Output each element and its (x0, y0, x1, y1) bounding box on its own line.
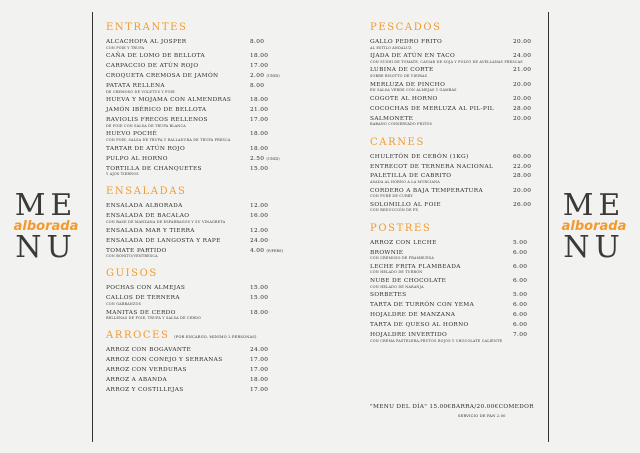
divider-left (92, 12, 93, 442)
item-price-wrap (513, 188, 531, 195)
item-name: TOMATE PARTIDO (106, 247, 167, 254)
menu-item (106, 131, 294, 142)
menu-item (370, 332, 530, 343)
logo-me: ME (562, 187, 626, 223)
item-name: HUEVA Y MOJAMA CON ALMENDRAS (106, 97, 232, 104)
item-name: CORDERO A BAJA TEMPERATURA (370, 187, 484, 194)
item-description: CON GARBANZOS (106, 301, 142, 306)
section-title-text: CARNES (370, 136, 425, 148)
item-price: 26.00 (513, 201, 532, 208)
item-description: Y AJOS TIERNOS (106, 172, 139, 177)
item-description: CON PURÉ DE CURRY (370, 194, 413, 199)
item-description: CON HELADO DE TURRÓN (370, 270, 423, 275)
item-price-wrap (513, 278, 527, 285)
menu-item (106, 97, 294, 104)
item-price: 22.00 (513, 163, 532, 170)
menu-column-right (370, 22, 530, 353)
item-name: HOJALDRE INVERTIDO (370, 332, 448, 339)
item-name: BROWNIE (370, 249, 404, 256)
item-price: 6.00 (513, 322, 528, 329)
item-name: TARTA DE QUESO AL HORNO (370, 322, 469, 329)
item-name: ENSALADA DE LANGOSTA Y RAPE (106, 237, 221, 244)
menu-item (370, 264, 530, 275)
menu-item (106, 73, 294, 80)
item-name: NUBE DE CHOCOLATE (370, 278, 447, 285)
item-name: SALMONETE (370, 115, 414, 122)
item-price-wrap (513, 96, 531, 103)
item-price-wrap (250, 213, 268, 220)
item-price-wrap (513, 332, 527, 339)
price-note: (UNID) (266, 156, 280, 161)
item-price: 24.00 (513, 53, 532, 60)
item-price-wrap (513, 173, 531, 180)
item-name: MERLUZA DE PINCHO (370, 81, 446, 88)
item-name: LUBINA DE CORTE (370, 67, 434, 74)
item-price-wrap (250, 310, 268, 317)
menu-item (106, 203, 294, 210)
item-price-wrap (513, 292, 527, 299)
item-price-wrap (250, 203, 268, 210)
menu-item (106, 117, 294, 128)
item-price: 24.00 (250, 237, 269, 244)
section-title (106, 186, 294, 197)
item-name: PULPO AL HORNO (106, 155, 168, 162)
logo-me: ME (14, 187, 78, 223)
item-price: 60.00 (513, 153, 532, 160)
section-title-text: GUISOS (106, 268, 158, 280)
item-price: 2.00 (250, 73, 265, 80)
item-price: 6.00 (513, 302, 528, 309)
item-price-wrap (250, 117, 268, 124)
item-price: 17.00 (250, 357, 269, 364)
item-price-wrap (513, 312, 527, 319)
item-name: ARROZ CON LECHE (370, 239, 437, 246)
item-name: ARROZ CON CONEJO Y SERRANAS (106, 357, 223, 364)
item-name: IJADA DE ATÚN EN TACO (370, 53, 456, 60)
item-price: 20.00 (513, 187, 532, 194)
item-name: ARROZ CON BOGAVANTE (106, 347, 192, 354)
item-price: 8.00 (250, 39, 265, 45)
menu-item (106, 166, 294, 177)
item-name: CHULETÓN DE CEBÓN (1KG) (370, 153, 469, 160)
item-price: 6.00 (513, 263, 528, 270)
item-price-wrap (513, 154, 531, 161)
menu-item (106, 238, 294, 245)
item-price: 21.00 (513, 67, 532, 74)
item-price: 17.00 (250, 367, 269, 374)
item-name: COGOTE AL HORNO (370, 95, 438, 102)
item-description: AL ESTILO ANDALUZ (370, 45, 412, 50)
item-price-wrap (513, 322, 527, 329)
item-name: RAVIOLIS FRECOS RELLENOS (106, 117, 208, 124)
menu-item (106, 63, 294, 70)
item-name: ENTRECOT DE TERNERA NACIONAL (370, 163, 494, 170)
menu-item (106, 248, 294, 259)
menu-item (370, 106, 530, 113)
item-price: 5.00 (513, 292, 528, 299)
item-description: DE CREMOSO DE VOLETUS Y FOIE (106, 89, 175, 94)
item-price: 17.00 (250, 117, 269, 124)
item-price: 16.00 (250, 213, 269, 220)
item-price: 2.50 (250, 155, 265, 162)
menu-item (370, 173, 530, 184)
item-price: 18.00 (250, 377, 269, 384)
item-price-wrap (513, 106, 531, 113)
item-name: LECHE FRITA FLAMBEADA (370, 263, 461, 270)
item-description: CON SUSHI DE TOMATE, CAVIAR DE SOJA Y POLVO DE AVELLANAS FRESCAS (370, 59, 523, 64)
item-description: ASADA AL HORNO A LA MURCIANA (370, 180, 440, 185)
item-price-wrap (513, 53, 531, 60)
logo-brand: alborada (561, 218, 627, 234)
menu-item (370, 292, 530, 299)
item-price: 5.00 (513, 239, 528, 246)
item-price: 15.00 (250, 285, 269, 292)
item-price-wrap (513, 164, 531, 171)
item-name: SORBETES (370, 292, 407, 299)
menu-item (370, 322, 530, 329)
menu-item (370, 82, 530, 93)
item-name: HOJALDRE DE MANZANA (370, 312, 456, 319)
item-price-wrap (513, 39, 531, 46)
item-price-wrap (513, 202, 531, 209)
item-name: CARPACCIO DE ATÚN ROJO (106, 63, 199, 70)
item-price: 4.00 (250, 247, 265, 254)
menu-item (106, 295, 294, 306)
item-name: ENSALADA DE BACALAO (106, 213, 190, 220)
logo-right (548, 0, 640, 453)
item-name: ALCACHOFA AL JOSPER (106, 39, 187, 45)
item-price-wrap (513, 82, 531, 89)
item-description: CON REDUCCIÓN DE PX (370, 208, 419, 213)
item-price-wrap (250, 367, 268, 374)
section-title (370, 22, 530, 33)
item-description: RELLENAS DE FOIE, TRUFA Y SALSA DE CERDO (106, 316, 202, 321)
menu-item (106, 310, 294, 321)
menu-item (106, 387, 294, 394)
item-price: 12.00 (250, 203, 269, 210)
item-description: DE FOIE CON SALSA DE TRUFA BLANCA (106, 123, 186, 128)
item-name: CAÑA DE LOMO DE BELLOTA (106, 53, 206, 60)
item-description: CON BASE DE MANZANA DE ESPÁRRAGOS Y SU VINAGRETA (106, 220, 226, 225)
item-name: GALLO PEDRO FRITO (370, 39, 443, 45)
item-name: ENSALADA ALBORADA (106, 203, 183, 210)
item-price: 18.00 (250, 97, 269, 104)
item-name: ARROZ A ABANDA (106, 377, 168, 384)
item-price-wrap (250, 248, 283, 255)
item-price-wrap (250, 53, 268, 60)
item-price: 20.00 (513, 39, 532, 45)
item-price: 24.00 (250, 347, 269, 354)
menu-section (106, 22, 294, 176)
item-price: 12.00 (250, 227, 269, 234)
item-price: 18.00 (250, 53, 269, 60)
item-price: 6.00 (513, 312, 528, 319)
item-name: MANITAS DE CERDO (106, 309, 176, 316)
item-price: 18.00 (250, 145, 269, 152)
item-name: POCHAS CON ALMEJAS (106, 285, 186, 292)
item-price: 20.00 (513, 115, 532, 122)
menu-item (106, 285, 294, 292)
item-description: SOBRE RISOTTO DE VIEIRAS (370, 73, 428, 78)
menu-item (106, 53, 294, 60)
item-price: 21.00 (250, 107, 269, 114)
item-price-wrap (250, 97, 268, 104)
item-name: SOLOMILLO AL FOIE (370, 201, 441, 208)
item-price: 6.00 (513, 278, 528, 285)
item-price-wrap (250, 73, 280, 80)
bread-service-note: SERVICIO DE PAN 2.00 (458, 414, 506, 418)
menu-item (106, 213, 294, 224)
section-title (370, 223, 530, 234)
item-description: CON FOIE Y TRUFA (106, 45, 145, 50)
item-description: CON FOIE, SALSA DE TRUFA Y RALLADURA DE TRUFA FRESCA (106, 138, 231, 143)
menu-item (106, 347, 294, 354)
item-price: 20.00 (513, 95, 532, 102)
menu-item (370, 154, 530, 161)
menu-section (106, 186, 294, 258)
item-price-wrap (513, 67, 531, 74)
item-price-wrap (250, 295, 268, 302)
item-price: 18.00 (250, 309, 269, 316)
item-name: ARROZ Y COSTILLEJAS (106, 387, 184, 394)
menu-item (370, 96, 530, 103)
item-description: CON BONITO/VENTRESCA (106, 254, 158, 259)
item-price-wrap (513, 240, 527, 247)
menu-column-left (106, 22, 294, 404)
item-price-wrap (250, 107, 268, 114)
menu-item (370, 278, 530, 289)
section-title-text: ENTRANTES (106, 22, 188, 33)
item-price-wrap (250, 39, 264, 46)
item-name: CROQUETA CREMOSA DE JAMÓN (106, 73, 219, 80)
item-name: COCOCHAS DE MERLUZA AL PIL-PIL (370, 105, 495, 112)
item-price-wrap (250, 63, 268, 70)
item-name: JAMÓN IBÉRICO DE BELLOTA (106, 107, 207, 114)
item-price-wrap (250, 347, 268, 354)
menu-item (106, 146, 294, 153)
logo-nu: NU (563, 229, 625, 265)
item-price-wrap (250, 377, 268, 384)
menu-item (106, 377, 294, 384)
item-price-wrap (250, 156, 280, 163)
menu-item (106, 367, 294, 374)
menu-section (370, 223, 530, 343)
item-price-wrap (513, 302, 527, 309)
item-description: EN SALSA VERDE CON ALMEJAS Y GAMBAS (370, 88, 457, 93)
section-title (106, 22, 294, 33)
section-title (106, 330, 294, 341)
menu-item (370, 240, 530, 247)
item-name: CALLOS DE TERNERA (106, 295, 180, 302)
menu-section (370, 22, 530, 127)
item-price-wrap (513, 250, 527, 257)
menu-item (106, 107, 294, 114)
section-title-text: ARROCES (106, 330, 170, 342)
section-title (370, 137, 530, 148)
item-price-wrap (250, 387, 268, 394)
item-price-wrap (250, 228, 268, 235)
price-note: (UNID) (266, 74, 280, 79)
item-description: CON CREMOSO DE FRAMBUESA (370, 256, 434, 261)
menu-item (370, 116, 530, 127)
menu-item (370, 164, 530, 171)
menu-item (106, 357, 294, 364)
menu-item (106, 228, 294, 235)
item-price: 17.00 (250, 387, 269, 394)
menu-item (370, 67, 530, 78)
menu-del-dia: "MENU DEL DÍA" 15.00€BARRA/20.00€COMEDOR (370, 404, 534, 410)
item-name: TORTILLA DE CHANQUETES (106, 165, 202, 172)
item-price: 7.00 (513, 332, 528, 339)
section-title-text: POSTRES (370, 222, 432, 234)
section-title-text: PESCADOS (370, 22, 442, 33)
item-price: 8.00 (250, 83, 265, 90)
section-title (106, 268, 294, 279)
item-price: 28.00 (513, 173, 532, 180)
item-price-wrap (250, 238, 268, 245)
menu-section (106, 268, 294, 320)
menu-item (370, 202, 530, 213)
item-price: 18.00 (250, 131, 269, 138)
item-price-wrap (250, 285, 268, 292)
item-description: CON CREMA PASTELERA,FRUTOS ROJOS Y CHOCOLATE CALIENTE (370, 338, 503, 343)
item-price-wrap (250, 83, 264, 90)
item-price-wrap (250, 146, 268, 153)
menu-item (106, 156, 294, 163)
item-price-wrap (250, 166, 268, 173)
menu-item (370, 302, 530, 309)
item-name: ENSALADA MAR Y TIERRA (106, 227, 195, 234)
menu-item (370, 250, 530, 261)
item-price: 6.00 (513, 249, 528, 256)
menu-section (370, 137, 530, 213)
item-price: 15.00 (250, 295, 269, 302)
logo-left (0, 0, 92, 453)
item-price-wrap (250, 131, 268, 138)
menu-item (106, 39, 294, 50)
logo-nu: NU (15, 229, 77, 265)
item-name: ARROZ CON VERDURAS (106, 367, 187, 374)
item-description: RABANO CONSERVADO FRITOS (370, 122, 432, 127)
section-note: (POR ENCARGO, MINIMO 2 PERSONAS) (174, 335, 257, 340)
item-price: 20.00 (513, 81, 532, 88)
item-price-wrap (513, 116, 531, 123)
item-name: TARTA DE TURRÓN CON YEMA (370, 302, 475, 309)
menu-item (106, 83, 294, 94)
item-name: HUEVO POCHÉ (106, 131, 158, 138)
item-name: PATATA RELLENA (106, 83, 165, 90)
item-price: 15.00 (250, 165, 269, 172)
section-title-text: ENSALADAS (106, 186, 187, 198)
item-price-wrap (513, 264, 527, 271)
item-description: CON HELADO DE NARANJA (370, 284, 424, 289)
logo-brand: alborada (13, 218, 79, 234)
item-price: 17.00 (250, 63, 269, 70)
item-name: TARTAR DE ATÚN ROJO (106, 145, 186, 152)
item-name: PALETILLA DE CABRITO (370, 173, 452, 180)
item-price: 28.00 (513, 105, 532, 112)
menu-item (370, 188, 530, 199)
menu-item (370, 53, 530, 64)
item-price-wrap (250, 357, 268, 364)
price-note: (P/PERS) (266, 248, 284, 253)
menu-section (106, 330, 294, 394)
menu-item (370, 312, 530, 319)
menu-item (370, 39, 530, 50)
